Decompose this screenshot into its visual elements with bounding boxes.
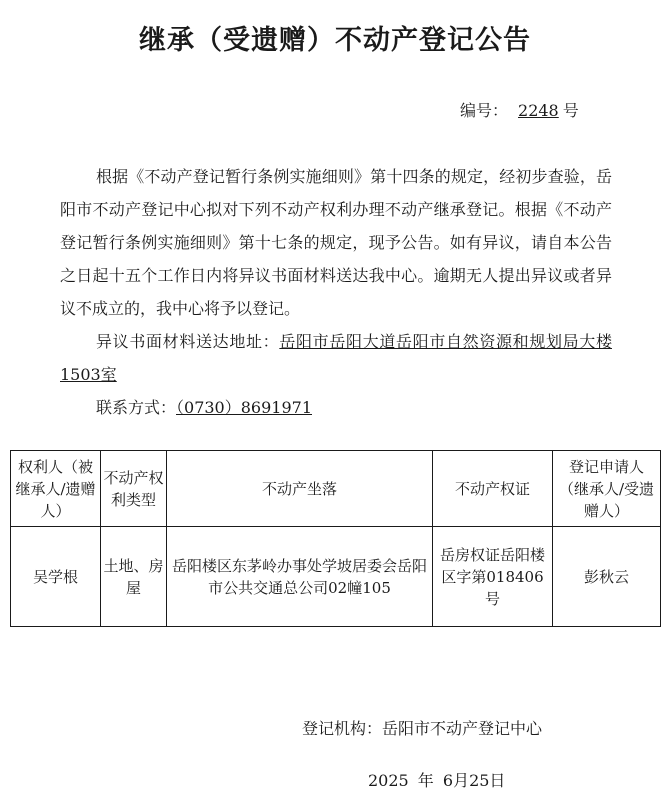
registration-agency (302, 716, 542, 739)
header-certificate: 不动产权证 (433, 451, 553, 527)
doc-number-suffix: 号 (562, 101, 579, 120)
cell-location: 岳阳楼区东茅岭办事处学坡居委会岳阳市公共交通总公司02幢105 (167, 527, 433, 627)
cell-right-type: 土地、房屋 (101, 527, 167, 627)
doc-number-value: 2248 (518, 101, 559, 120)
property-table (10, 450, 661, 627)
notice-date: 2025 年 6月25日 (368, 771, 506, 790)
address-value: 岳阳市岳阳大道岳阳市自然资源和规划局大楼1503室 (60, 332, 612, 384)
notice-body (60, 160, 612, 424)
notice-paragraph: 根据《不动产登记暂行条例实施细则》第十四条的规定，经初步查验，岳阳市不动产登记中心拟对下列不动产权利办理不动产继承登记。根据《不动产登记暂行条例实施细则》第十七条的规定，现予公告。如有异议，请自本公告之日起十五个工作日内将异议书面材料送达我中心。逾期无人提出异议或者异议不成立的，我中心将予以登记。 (60, 167, 612, 318)
contact-value: （0730）8691971 (176, 398, 312, 417)
table-row (11, 527, 661, 627)
table-header-row (11, 451, 661, 527)
header-location: 不动产坐落 (167, 451, 433, 527)
cell-certificate: 岳房权证岳阳楼区字第018406号 (433, 527, 553, 627)
header-applicant: 登记申请人（继承人/受遗赠人） (553, 451, 661, 527)
cell-holder: 吴学根 (11, 527, 101, 627)
address-line (60, 325, 612, 391)
cell-applicant: 彭秋云 (553, 527, 661, 627)
page-title: 继承（受遗赠）不动产登记公告 (139, 25, 531, 56)
property-table-wrap (10, 450, 660, 627)
registration-agency-label: 登记机构： (302, 719, 383, 738)
registration-agency-value: 岳阳市不动产登记中心 (382, 719, 543, 738)
contact-line (60, 391, 612, 424)
header-holder: 权利人（被继承人/遗赠人） (11, 451, 101, 527)
contact-label: 联系方式： (96, 398, 177, 417)
doc-number-label: 编号： (460, 101, 509, 120)
header-right-type: 不动产权利类型 (101, 451, 167, 527)
doc-number (460, 98, 579, 121)
address-label: 异议书面材料送达地址： (96, 332, 280, 351)
